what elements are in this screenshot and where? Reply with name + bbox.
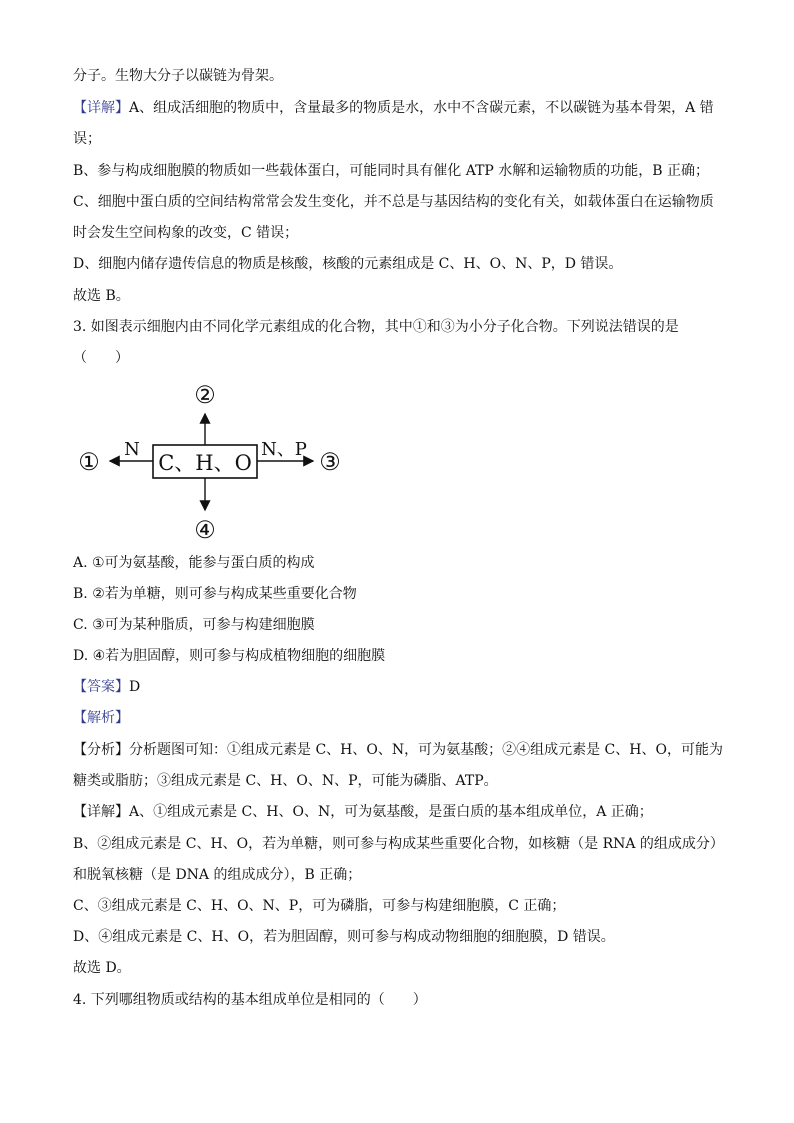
fenxi-tag: 【分析】 xyxy=(73,742,129,758)
fenxi-line-2: 糖类或脂肪；③组成元素是 C、H、O、N、P，可能为磷脂、ATP。 xyxy=(73,773,498,789)
node-3: ③ xyxy=(319,448,341,476)
answer-tag: 【答案】 xyxy=(73,679,129,695)
node-1: ① xyxy=(78,448,100,476)
question-4-stem: 4. 下列哪组物质或结构的基本组成单位是相同的（ ） xyxy=(73,992,427,1008)
text-line xyxy=(73,98,722,118)
question-3-blank: （ ） xyxy=(73,350,129,366)
node-4: ④ xyxy=(194,516,216,544)
option-b: B. ②若为单糖，则可参与构成某些重要化合物 xyxy=(73,586,357,602)
text-line: 误； xyxy=(73,131,101,147)
node-2: ② xyxy=(194,381,216,409)
fenxi-text: 分析题图可知：①组成元素是 C、H、O、N，可为氨基酸；②④组成元素是 C、H、O，可能为 xyxy=(129,742,723,758)
fenxi-line xyxy=(73,740,722,760)
text-line: B、参与构成细胞膜的物质如一些载体蛋白，可能同时具有催化 ATP 水解和运输物质的功能，B 正确； xyxy=(73,163,710,179)
option-d: D. ④若为胆固醇，则可参与构成植物细胞的细胞膜 xyxy=(73,648,386,664)
left-arrow-label: N xyxy=(124,439,140,460)
analysis-line xyxy=(73,708,722,728)
text-segment: A、组成活细胞的物质中，含量最多的物质是水，水中不含碳元素，不以碳链为基本骨架，A 错 xyxy=(129,100,714,116)
right-arrow-label: N、P xyxy=(261,439,307,460)
text-line: C、③组成元素是 C、H、O、N、P，可为磷脂，可参与构建细胞膜，C 正确； xyxy=(73,898,566,914)
analysis-tag: 【解析】 xyxy=(73,710,129,726)
question-3-stem: 3. 如图表示细胞内由不同化学元素组成的化合物，其中①和③为小分子化合物。下列说法错误的是 xyxy=(73,319,679,335)
option-c: C. ③可为某种脂质，可参与构建细胞膜 xyxy=(73,617,315,633)
center-label: C、H、O xyxy=(158,451,252,475)
xiangjie-text: A、①组成元素是 C、H、O、N，可为氨基酸，是蛋白质的基本组成单位，A 正确； xyxy=(129,804,653,820)
text-line: D、细胞内储存遗传信息的物质是核酸，核酸的元素组成是 C、H、O、N、P，D 错误。 xyxy=(73,256,623,272)
option-a: A. ①可为氨基酸，能参与蛋白质的构成 xyxy=(73,555,315,571)
text-line: C、细胞中蛋白质的空间结构常常会发生变化，并不总是与基因结构的变化有关，如载体蛋白在运输物质 xyxy=(73,194,714,210)
text-line: 故选 D。 xyxy=(73,960,131,976)
answer-line xyxy=(73,677,722,697)
text-line: D、④组成元素是 C、H、O，若为胆固醇，则可参与构成动物细胞的细胞膜，D 错误。 xyxy=(73,929,615,945)
detail-tag: 【详解】 xyxy=(73,100,129,116)
xiangjie-line xyxy=(73,802,722,822)
text-line: 时会发生空间构象的改变，C 错误； xyxy=(73,225,299,241)
xiangjie-tag: 【详解】 xyxy=(73,804,129,820)
element-compound-diagram xyxy=(72,378,372,548)
text-line: B、②组成元素是 C、H、O，若为单糖，则可参与构成某些重要化合物，如核糖（是 RNA 的组成成分） xyxy=(73,836,724,852)
answer-value: D xyxy=(129,679,141,695)
text-line: 和脱氧核糖（是 DNA 的组成成分），B 正确； xyxy=(73,867,362,883)
text-line: 故选 B。 xyxy=(73,288,130,304)
text-line: 分子。生物大分子以碳链为骨架。 xyxy=(73,68,283,84)
